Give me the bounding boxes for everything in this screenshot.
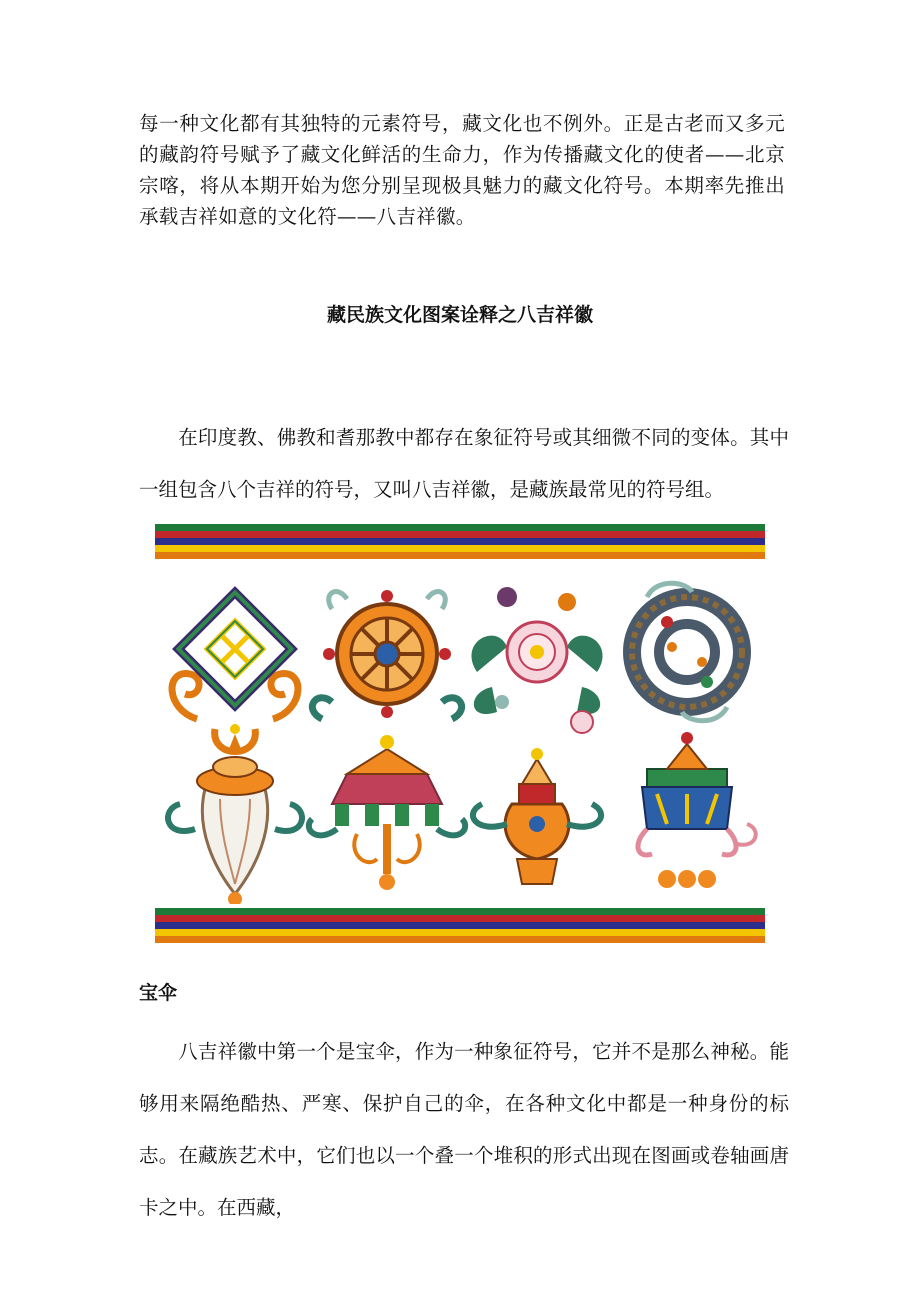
article-title: 藏民族文化图案诠释之八吉祥徽 [326, 304, 593, 326]
stripe-orange [155, 936, 765, 943]
stripe-red [155, 531, 765, 538]
stripe-yellow [155, 545, 765, 552]
stripe-yellow [155, 929, 765, 936]
stripe-orange [155, 552, 765, 559]
dharma-wheel-icon [312, 590, 461, 719]
treasure-vase-icon [473, 748, 601, 884]
conch-shell-icon [168, 724, 302, 904]
victory-banner-icon [309, 735, 465, 890]
stripe-green [155, 908, 765, 915]
paragraph-intro-eight-symbols [139, 412, 789, 516]
bottom-stripe-band [155, 908, 765, 943]
parasol-icon [638, 732, 756, 888]
stripe-blue [155, 538, 765, 545]
paragraph-text: 八吉祥徽中第一个是宝伞，作为一种象征符号，它并不是那么神秘。能够用来隔绝酷热、严寒、保护自己的伞，在各种文化中都是一种身份的标志。在藏族艺术中，它们也以一个叠一个堆积的形式出现在图画或卷轴画唐卡之中。在西藏， [139, 1040, 789, 1219]
symbols-drawing [155, 574, 765, 904]
paragraph-text: 在印度教、佛教和耆那教中都存在象征符号或其细微不同的变体。其中一组包含八个吉祥的符号，又叫八吉祥徽，是藏族最常见的符号组。 [139, 426, 789, 501]
golden-fish-icon [632, 583, 742, 721]
stripe-green [155, 524, 765, 531]
paragraph-parasol [139, 1026, 789, 1234]
top-stripe-band [155, 524, 765, 559]
stripe-blue [155, 922, 765, 929]
lotus-icon [471, 587, 602, 733]
intro-paragraph: 每一种文化都有其独特的元素符号，藏文化也不例外。正是古老而又多元的藏韵符号赋予了藏文化鲜活的生命力，作为传播藏文化的使者——北京宗喀，将从本期开始为您分别呈现极具魅力的藏文化符号。本期率先推出承载吉祥如意的文化符——八吉祥徽。 [139, 112, 785, 228]
eight-auspicious-symbols-image [155, 524, 765, 946]
section-heading: 宝伞 [139, 982, 178, 1004]
stripe-red [155, 915, 765, 922]
